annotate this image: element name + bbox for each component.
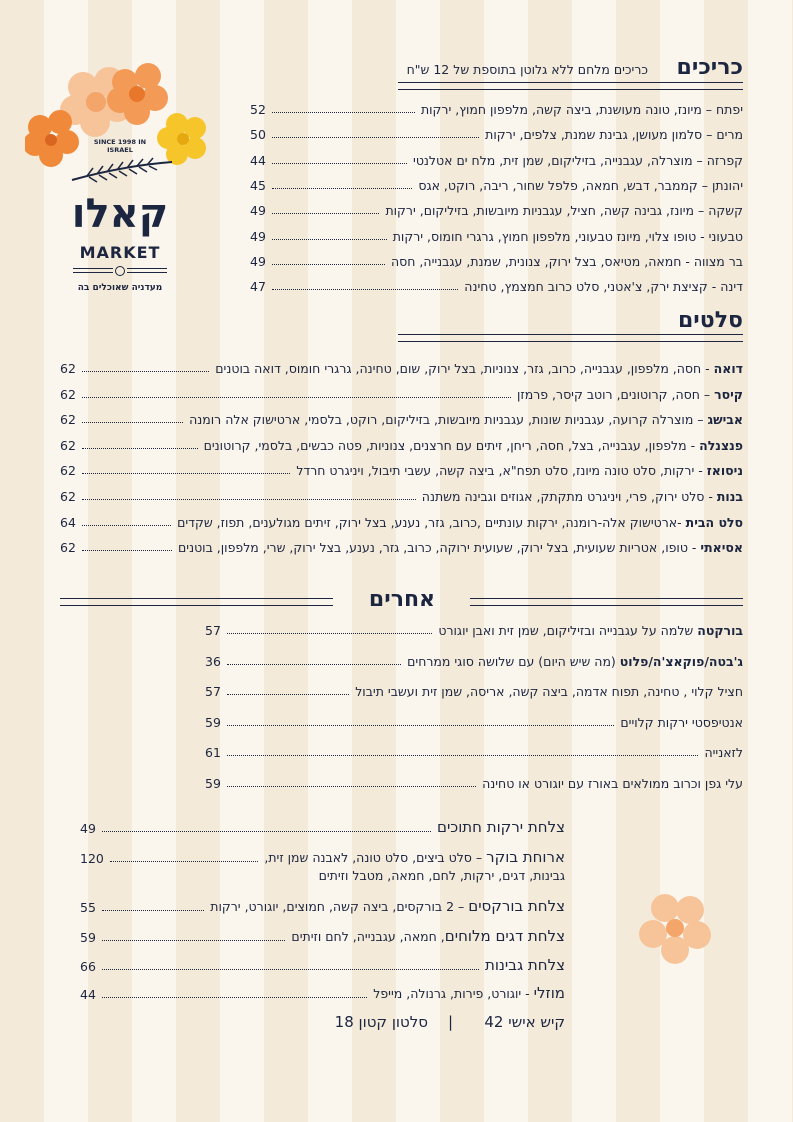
logo-market: MARKET	[79, 243, 161, 262]
bottom-separator: |	[448, 1013, 454, 1031]
salads-title: סלטים	[677, 308, 743, 333]
dot-leader	[82, 473, 290, 474]
sandwiches-row	[250, 175, 743, 193]
salads-price: 62	[60, 489, 76, 504]
dot-leader	[82, 550, 172, 551]
salads-name: אסיאתי	[700, 540, 743, 556]
logo-name: קאלו	[71, 191, 169, 237]
dot-leader	[272, 188, 412, 189]
salads-price: 62	[60, 361, 76, 376]
others-price: 57	[205, 623, 221, 638]
dot-leader	[82, 397, 511, 398]
logo-divider	[73, 266, 167, 278]
sandwiches-description: דינה - קציצת ירק, צ'אטני, סלט כרוב חמצמץ, טחינה	[464, 279, 743, 295]
others-description: אנטיפסטי ירקות קלויים	[620, 714, 743, 730]
dot-leader	[227, 633, 432, 634]
others-description: (מה שיש היום) עם שלושה סוגי ממרחים	[407, 653, 620, 669]
dot-leader	[227, 755, 699, 756]
dot-leader	[110, 861, 259, 862]
dot-leader	[102, 997, 367, 998]
sandwiches-row	[250, 99, 743, 117]
logo	[25, 62, 215, 302]
salads-price: 62	[60, 412, 76, 428]
salads-name: בנות	[716, 489, 743, 504]
dot-leader	[102, 831, 431, 832]
others-price: 59	[205, 714, 221, 730]
sandwiches-description: יהונתן – קממבר, דבש, חמאה, פלפל שחור, ריבה, רוקט, אגס	[418, 177, 743, 193]
sandwiches-divider	[398, 82, 743, 90]
platters-price: 120	[80, 851, 104, 866]
sandwiches-price: 50	[250, 127, 266, 143]
sandwiches-row	[250, 251, 743, 269]
salads-name: קיסר	[714, 386, 743, 402]
platters-description: - יוגורט, פירות, גרנולה, מייפל	[373, 986, 534, 1001]
sandwiches-price: 49	[250, 253, 266, 269]
others-row	[205, 681, 743, 699]
others-row	[205, 773, 743, 791]
dot-leader	[102, 910, 204, 911]
salads-row	[60, 384, 743, 402]
sandwiches-note: כריכים מלחם ללא גלוטן בתוספת של 12 ש"ח	[406, 62, 648, 77]
sandwiches-description: קשקה – מיונז, גבינה קשה, חציל, עגבניות מיובשות, בזיליקום, ירקות	[385, 203, 743, 219]
others-divider-right	[470, 598, 743, 606]
dot-leader	[272, 264, 385, 265]
salads-name: סלט הבית	[685, 514, 743, 530]
sandwiches-description: בר מצווה - חמאה, מטיאס, בצל ירוק, צנונית, שמנת, עגבנייה, חסה	[391, 253, 743, 269]
sandwiches-row	[250, 150, 743, 168]
salads-name: ניסואז	[706, 463, 743, 479]
dot-leader	[272, 137, 479, 138]
salads-name: אבישג	[707, 412, 743, 428]
salads-price: 64	[60, 514, 76, 530]
platters-description: , חמאה, עגבנייה, לחם וזיתים	[291, 929, 445, 944]
platters-row	[80, 818, 565, 836]
others-description: שלמה על עגבנייה ובזיליקום, שמן זית ואבן יוגורט	[438, 623, 698, 638]
dot-leader	[227, 694, 349, 695]
others-row	[205, 620, 743, 638]
quiche-item: קיש אישי 42	[484, 1013, 565, 1031]
salads-description: - חסה, מלפפון, עגבנייה, כרוב, גזר, צנוניות, בצל ירוק, שום, טחינה, גרגרי חומוס, דואה בוטנים	[215, 361, 714, 376]
sandwiches-price: 52	[250, 102, 266, 117]
salads-description: - סלט ירוק, פרי, ויניגרט מתקתק, אגוזים וגבינה משתנה	[421, 489, 717, 504]
others-name: ג'בטה/פוקאצ'ה/פלוט	[619, 653, 743, 669]
platters-price: 44	[80, 987, 96, 1002]
platters-name: צלחת בורקסים	[468, 897, 565, 915]
others-row	[205, 712, 743, 730]
dot-leader	[272, 112, 415, 113]
platters-name: מוזלי	[533, 984, 565, 1002]
dot-leader	[82, 448, 198, 449]
platters-description: – סלט ביצים, סלט טונה, לאבנה שמן זית,	[264, 850, 487, 865]
dot-leader	[82, 525, 171, 526]
others-description: לזאנייה	[704, 745, 743, 760]
dot-leader	[82, 499, 416, 500]
dot-leader	[272, 239, 387, 240]
sandwiches-row	[250, 124, 743, 142]
salads-row	[60, 409, 743, 427]
platters-price: 49	[80, 821, 96, 836]
dot-leader	[82, 422, 183, 423]
salads-row	[60, 358, 743, 376]
dot-leader	[227, 664, 401, 665]
sandwiches-description: קפרזה – מוצרלה, עגבנייה, בזיליקום, שמן זית, מלח ים אטלנטי	[413, 152, 743, 168]
sandwiches-price: 49	[250, 203, 266, 219]
sandwiches-row	[250, 276, 743, 294]
dot-leader	[227, 786, 476, 787]
others-row	[205, 651, 743, 669]
sandwiches-price: 49	[250, 228, 266, 244]
salads-description: - מלפפון, עגבנייה, בצל, חסה, ריחן, זיתים עם חרצנים, צנוניות, פטה כבשים, בלסמי, קרוטונים	[203, 437, 700, 453]
others-divider-left	[60, 598, 333, 606]
sandwiches-title: כריכים	[676, 55, 743, 80]
dot-leader	[227, 725, 614, 726]
dot-leader	[82, 371, 209, 372]
salads-price: 62	[60, 540, 76, 556]
sandwiches-price: 44	[250, 152, 266, 168]
sandwiches-price: 47	[250, 279, 266, 295]
sandwiches-row	[250, 200, 743, 218]
platters-name: צלחת ירקות חתוכים	[436, 818, 565, 836]
others-row	[205, 742, 743, 760]
salads-description: – חסה, קרוטונים, רוטב קיסר, פרמזן	[516, 386, 715, 402]
platters-row	[80, 956, 565, 974]
salads-name: דואה	[713, 361, 743, 376]
others-price: 57	[205, 684, 221, 699]
dot-leader	[272, 213, 380, 214]
salads-description: - טופו, אטריות שעועית, בצל ירוק, שעועית ירוקה, כרוב, גזר, נענע, בצל ירוק, שרי, מלפפון, בוטנים	[177, 540, 701, 556]
flower-icon	[635, 890, 715, 970]
salads-divider	[398, 334, 743, 342]
platters-price: 55	[80, 900, 96, 915]
sandwiches-description: יפתח – מיונז, טונה מעושנת, ביצה קשה, מלפפון חמוץ, ירקות	[420, 102, 743, 117]
platters-description-line2: גבינות, דגים, ירקות, לחם, חמאה, מטבל וזיתים	[318, 868, 565, 883]
others-name: בורקטה	[697, 623, 743, 638]
salads-row	[60, 486, 743, 504]
sandwiches-description: טבעוני - טופו צלוי, מיונז טבעוני, מלפפון חמוץ, גרגרי חומוס, ירקות	[392, 228, 743, 244]
others-price: 59	[205, 775, 221, 791]
others-price: 61	[205, 745, 221, 760]
sandwiches-description: מרים – סלמון מעושן, גבינת שמנת, צלפים, ירקות	[485, 127, 743, 143]
platters-name: צלחת דגים מלוחים	[444, 927, 565, 945]
dot-leader	[102, 940, 286, 941]
platters-row	[80, 897, 565, 915]
dot-leader	[102, 969, 479, 970]
logo-tagline: מעדניה שאוכלים בה	[77, 283, 163, 293]
salads-description: -ארטישוק אלה-רומנה, ירקות עונתיים ,כרוב, גזר, נענע, בצל ירוק, זיתים מגולענים, תפוז, שקדים	[177, 514, 686, 530]
salads-row	[60, 460, 743, 478]
platters-description: – 2 בורקסים, ביצה קשה, חמוצים, יוגורט, ירקות	[210, 899, 469, 914]
salads-description: - ירקות, סלט טונה מיונז, סלט תפח"א, ביצה קשה, עשבי תיבול, ויניגרט חרדל	[296, 463, 707, 479]
logo-since: SINCE 1998 IN ISRAEL	[93, 138, 147, 154]
rosemary-icon	[67, 156, 177, 186]
platters-name: ארוחת בוקר	[486, 848, 565, 866]
others-description: עלי גפן וכרוב ממולאים באורז עם יוגורט או טחינה	[482, 775, 743, 791]
platters-row	[80, 927, 565, 945]
platters-row	[80, 848, 565, 866]
salads-price: 62	[60, 463, 76, 479]
platters-row	[80, 984, 565, 1002]
small-salad-item: סלטון קטון 18	[334, 1013, 428, 1031]
sandwiches-price: 45	[250, 177, 266, 193]
salads-description: – מוצרלה קרועה, עגבניות שונות, עגבניות מיובשות, בזיליקום, רוקט, בלסמי, ארטישוק אלה רומנה	[189, 412, 708, 428]
salads-row	[60, 537, 743, 555]
salads-price: 62	[60, 386, 76, 402]
dot-leader	[272, 163, 407, 164]
platters-price: 59	[80, 930, 96, 945]
sandwiches-row	[250, 226, 743, 244]
salads-price: 62	[60, 437, 76, 453]
others-description: חציל קלוי , טחינה, תפוח אדמה, ביצה קשה, אריסה, שמן זית ועשבי תיבול	[355, 684, 743, 699]
platters-price: 66	[80, 959, 96, 974]
salads-row	[60, 512, 743, 530]
platters-name: צלחת גבינות	[484, 956, 565, 974]
others-price: 36	[205, 653, 221, 669]
salads-row	[60, 435, 743, 453]
dot-leader	[272, 289, 458, 290]
salads-name: פנצנלה	[699, 437, 743, 453]
others-title: אחרים	[368, 587, 436, 612]
